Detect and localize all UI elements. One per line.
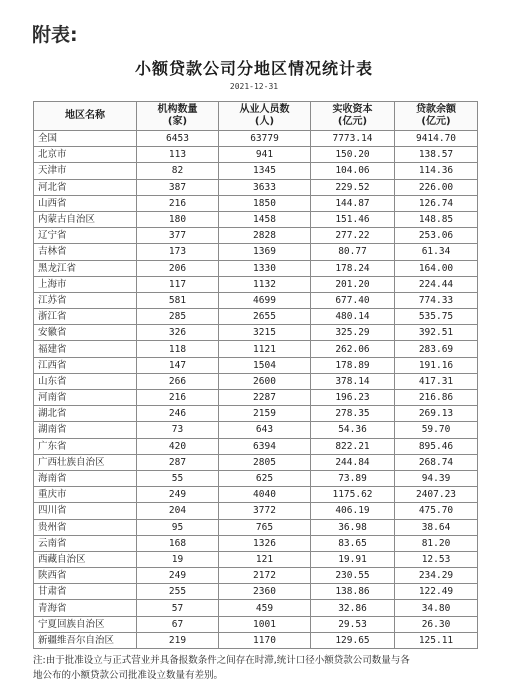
value-cell: 80.77 xyxy=(311,244,395,260)
appendix-label: 附表: xyxy=(32,24,78,46)
value-cell: 19 xyxy=(137,551,219,567)
table-row xyxy=(34,260,478,276)
value-cell: 230.55 xyxy=(311,568,395,584)
value-cell: 480.14 xyxy=(311,309,395,325)
value-cell: 1850 xyxy=(219,195,311,211)
value-cell: 1175.62 xyxy=(311,487,395,503)
table-row xyxy=(34,228,478,244)
value-cell: 126.74 xyxy=(395,195,478,211)
value-cell: 2655 xyxy=(219,309,311,325)
value-cell: 178.89 xyxy=(311,357,395,373)
value-cell: 138.86 xyxy=(311,584,395,600)
value-cell: 1170 xyxy=(219,632,311,648)
value-cell: 406.19 xyxy=(311,503,395,519)
table-row xyxy=(34,487,478,503)
value-cell: 113 xyxy=(137,147,219,163)
table-row xyxy=(34,195,478,211)
value-cell: 224.44 xyxy=(395,276,478,292)
table-row xyxy=(34,600,478,616)
region-name-cell: 贵州省 xyxy=(34,519,137,535)
value-cell: 138.57 xyxy=(395,147,478,163)
value-cell: 164.00 xyxy=(395,260,478,276)
column-header-label: 实收资本 xyxy=(332,104,373,115)
value-cell: 387 xyxy=(137,179,219,195)
table-row xyxy=(34,390,478,406)
region-name-cell: 内蒙古自治区 xyxy=(34,211,137,227)
region-name-cell: 青海省 xyxy=(34,600,137,616)
value-cell: 1326 xyxy=(219,535,311,551)
table-row xyxy=(34,341,478,357)
column-header-unit: (人) xyxy=(254,116,275,127)
value-cell: 67 xyxy=(137,616,219,632)
value-cell: 38.64 xyxy=(395,519,478,535)
value-cell: 148.85 xyxy=(395,211,478,227)
value-cell: 326 xyxy=(137,325,219,341)
region-name-cell: 河南省 xyxy=(34,390,137,406)
table-row xyxy=(34,632,478,648)
table-row xyxy=(34,568,478,584)
value-cell: 1369 xyxy=(219,244,311,260)
region-name-cell: 江苏省 xyxy=(34,292,137,308)
table-date: 2021-12-31 xyxy=(229,82,279,91)
value-cell: 226.00 xyxy=(395,179,478,195)
value-cell: 229.52 xyxy=(311,179,395,195)
value-cell: 12.53 xyxy=(395,551,478,567)
table-row xyxy=(34,244,478,260)
value-cell: 26.30 xyxy=(395,616,478,632)
footnote-line-1: 注:由于批准设立与正式营业并具备报数条件之间存在时滞,统计口径小额贷款公司数量与各 xyxy=(33,655,410,666)
column-header xyxy=(219,102,311,131)
column-header-label: 贷款余额 xyxy=(416,104,456,115)
region-name-cell: 安徽省 xyxy=(34,325,137,341)
region-name-cell: 陕西省 xyxy=(34,568,137,584)
column-header xyxy=(137,102,219,131)
value-cell: 117 xyxy=(137,276,219,292)
value-cell: 4040 xyxy=(219,487,311,503)
region-name-cell: 天津市 xyxy=(34,163,137,179)
value-cell: 216.86 xyxy=(395,390,478,406)
value-cell: 941 xyxy=(219,147,311,163)
region-name-cell: 黑龙江省 xyxy=(34,260,137,276)
value-cell: 1132 xyxy=(219,276,311,292)
table-row xyxy=(34,309,478,325)
value-cell: 249 xyxy=(137,568,219,584)
value-cell: 1001 xyxy=(219,616,311,632)
table-row xyxy=(34,373,478,389)
value-cell: 32.86 xyxy=(311,600,395,616)
value-cell: 1458 xyxy=(219,211,311,227)
value-cell: 95 xyxy=(137,519,219,535)
value-cell: 168 xyxy=(137,535,219,551)
value-cell: 2172 xyxy=(219,568,311,584)
column-header xyxy=(311,102,395,131)
value-cell: 392.51 xyxy=(395,325,478,341)
region-name-cell: 江西省 xyxy=(34,357,137,373)
value-cell: 219 xyxy=(137,632,219,648)
column-header xyxy=(34,102,137,131)
value-cell: 417.31 xyxy=(395,373,478,389)
value-cell: 2360 xyxy=(219,584,311,600)
value-cell: 420 xyxy=(137,438,219,454)
table-row xyxy=(34,503,478,519)
region-name-cell: 河北省 xyxy=(34,179,137,195)
value-cell: 535.75 xyxy=(395,309,478,325)
column-header-unit: (亿元) xyxy=(337,116,368,127)
value-cell: 1345 xyxy=(219,163,311,179)
value-cell: 114.36 xyxy=(395,163,478,179)
value-cell: 9414.70 xyxy=(395,131,478,147)
value-cell: 7773.14 xyxy=(311,131,395,147)
value-cell: 2828 xyxy=(219,228,311,244)
value-cell: 54.36 xyxy=(311,422,395,438)
value-cell: 377 xyxy=(137,228,219,244)
value-cell: 677.40 xyxy=(311,292,395,308)
value-cell: 83.65 xyxy=(311,535,395,551)
value-cell: 625 xyxy=(219,470,311,486)
value-cell: 150.20 xyxy=(311,147,395,163)
table-header-row xyxy=(34,102,478,131)
value-cell: 201.20 xyxy=(311,276,395,292)
table-row xyxy=(34,325,478,341)
value-cell: 34.80 xyxy=(395,600,478,616)
table-row xyxy=(34,584,478,600)
value-cell: 774.33 xyxy=(395,292,478,308)
table-row xyxy=(34,276,478,292)
value-cell: 180 xyxy=(137,211,219,227)
value-cell: 283.69 xyxy=(395,341,478,357)
table-row xyxy=(34,406,478,422)
value-cell: 59.70 xyxy=(395,422,478,438)
value-cell: 73.89 xyxy=(311,470,395,486)
value-cell: 6453 xyxy=(137,131,219,147)
region-name-cell: 新疆维吾尔自治区 xyxy=(34,632,137,648)
table-row xyxy=(34,292,478,308)
value-cell: 19.91 xyxy=(311,551,395,567)
value-cell: 2287 xyxy=(219,390,311,406)
value-cell: 3215 xyxy=(219,325,311,341)
value-cell: 246 xyxy=(137,406,219,422)
value-cell: 822.21 xyxy=(311,438,395,454)
table-row xyxy=(34,422,478,438)
region-name-cell: 湖北省 xyxy=(34,406,137,422)
statistics-table xyxy=(33,101,478,649)
region-name-cell: 宁夏回族自治区 xyxy=(34,616,137,632)
value-cell: 129.65 xyxy=(311,632,395,648)
value-cell: 234.29 xyxy=(395,568,478,584)
region-name-cell: 甘肃省 xyxy=(34,584,137,600)
value-cell: 1330 xyxy=(219,260,311,276)
value-cell: 81.20 xyxy=(395,535,478,551)
value-cell: 151.46 xyxy=(311,211,395,227)
region-name-cell: 浙江省 xyxy=(34,309,137,325)
value-cell: 29.53 xyxy=(311,616,395,632)
value-cell: 104.06 xyxy=(311,163,395,179)
table-row xyxy=(34,519,478,535)
table-row xyxy=(34,163,478,179)
value-cell: 643 xyxy=(219,422,311,438)
region-name-cell: 重庆市 xyxy=(34,487,137,503)
region-name-cell: 山西省 xyxy=(34,195,137,211)
table-row xyxy=(34,616,478,632)
column-header-unit: (家) xyxy=(167,116,188,127)
table-row xyxy=(34,211,478,227)
region-name-cell: 海南省 xyxy=(34,470,137,486)
column-header-unit: (亿元) xyxy=(421,116,451,127)
region-name-cell: 辽宁省 xyxy=(34,228,137,244)
value-cell: 173 xyxy=(137,244,219,260)
value-cell: 6394 xyxy=(219,438,311,454)
value-cell: 278.35 xyxy=(311,406,395,422)
region-name-cell: 上海市 xyxy=(34,276,137,292)
table-row xyxy=(34,454,478,470)
value-cell: 216 xyxy=(137,390,219,406)
value-cell: 378.14 xyxy=(311,373,395,389)
table-row xyxy=(34,470,478,486)
value-cell: 57 xyxy=(137,600,219,616)
value-cell: 2805 xyxy=(219,454,311,470)
region-name-cell: 广东省 xyxy=(34,438,137,454)
footnote xyxy=(33,653,481,683)
value-cell: 82 xyxy=(137,163,219,179)
value-cell: 285 xyxy=(137,309,219,325)
value-cell: 118 xyxy=(137,341,219,357)
region-name-cell: 山东省 xyxy=(34,373,137,389)
region-name-cell: 福建省 xyxy=(34,341,137,357)
value-cell: 36.98 xyxy=(311,519,395,535)
region-name-cell: 湖南省 xyxy=(34,422,137,438)
value-cell: 2600 xyxy=(219,373,311,389)
value-cell: 249 xyxy=(137,487,219,503)
value-cell: 459 xyxy=(219,600,311,616)
value-cell: 266 xyxy=(137,373,219,389)
region-name-cell: 云南省 xyxy=(34,535,137,551)
value-cell: 1504 xyxy=(219,357,311,373)
table-row xyxy=(34,535,478,551)
value-cell: 3633 xyxy=(219,179,311,195)
value-cell: 581 xyxy=(137,292,219,308)
value-cell: 204 xyxy=(137,503,219,519)
value-cell: 475.70 xyxy=(395,503,478,519)
column-header-label: 机构数量 xyxy=(157,104,198,115)
value-cell: 73 xyxy=(137,422,219,438)
value-cell: 287 xyxy=(137,454,219,470)
value-cell: 121 xyxy=(219,551,311,567)
value-cell: 122.49 xyxy=(395,584,478,600)
value-cell: 3772 xyxy=(219,503,311,519)
value-cell: 895.46 xyxy=(395,438,478,454)
footnote-line-2: 地公布的小额贷款公司批准设立数量有差别。 xyxy=(33,670,224,681)
column-header-label: 地区名称 xyxy=(65,110,105,121)
value-cell: 196.23 xyxy=(311,390,395,406)
table-row xyxy=(34,147,478,163)
value-cell: 244.84 xyxy=(311,454,395,470)
value-cell: 255 xyxy=(137,584,219,600)
table-body xyxy=(34,131,478,649)
value-cell: 178.24 xyxy=(311,260,395,276)
table-row xyxy=(34,179,478,195)
value-cell: 61.34 xyxy=(395,244,478,260)
table-row xyxy=(34,438,478,454)
value-cell: 63779 xyxy=(219,131,311,147)
value-cell: 269.13 xyxy=(395,406,478,422)
region-name-cell: 北京市 xyxy=(34,147,137,163)
region-name-cell: 广西壮族自治区 xyxy=(34,454,137,470)
value-cell: 191.16 xyxy=(395,357,478,373)
value-cell: 4699 xyxy=(219,292,311,308)
region-name-cell: 全国 xyxy=(34,131,137,147)
table-title: 小额贷款公司分地区情况统计表 xyxy=(134,59,373,78)
column-header-label: 从业人员数 xyxy=(239,104,290,115)
value-cell: 277.22 xyxy=(311,228,395,244)
value-cell: 765 xyxy=(219,519,311,535)
table-row xyxy=(34,131,478,147)
value-cell: 2159 xyxy=(219,406,311,422)
table-row xyxy=(34,551,478,567)
value-cell: 253.06 xyxy=(395,228,478,244)
region-name-cell: 吉林省 xyxy=(34,244,137,260)
value-cell: 144.87 xyxy=(311,195,395,211)
region-name-cell: 四川省 xyxy=(34,503,137,519)
value-cell: 94.39 xyxy=(395,470,478,486)
value-cell: 125.11 xyxy=(395,632,478,648)
region-name-cell: 西藏自治区 xyxy=(34,551,137,567)
value-cell: 2407.23 xyxy=(395,487,478,503)
value-cell: 55 xyxy=(137,470,219,486)
value-cell: 147 xyxy=(137,357,219,373)
value-cell: 206 xyxy=(137,260,219,276)
value-cell: 325.29 xyxy=(311,325,395,341)
value-cell: 262.06 xyxy=(311,341,395,357)
value-cell: 268.74 xyxy=(395,454,478,470)
value-cell: 216 xyxy=(137,195,219,211)
value-cell: 1121 xyxy=(219,341,311,357)
column-header xyxy=(395,102,478,131)
table-row xyxy=(34,357,478,373)
